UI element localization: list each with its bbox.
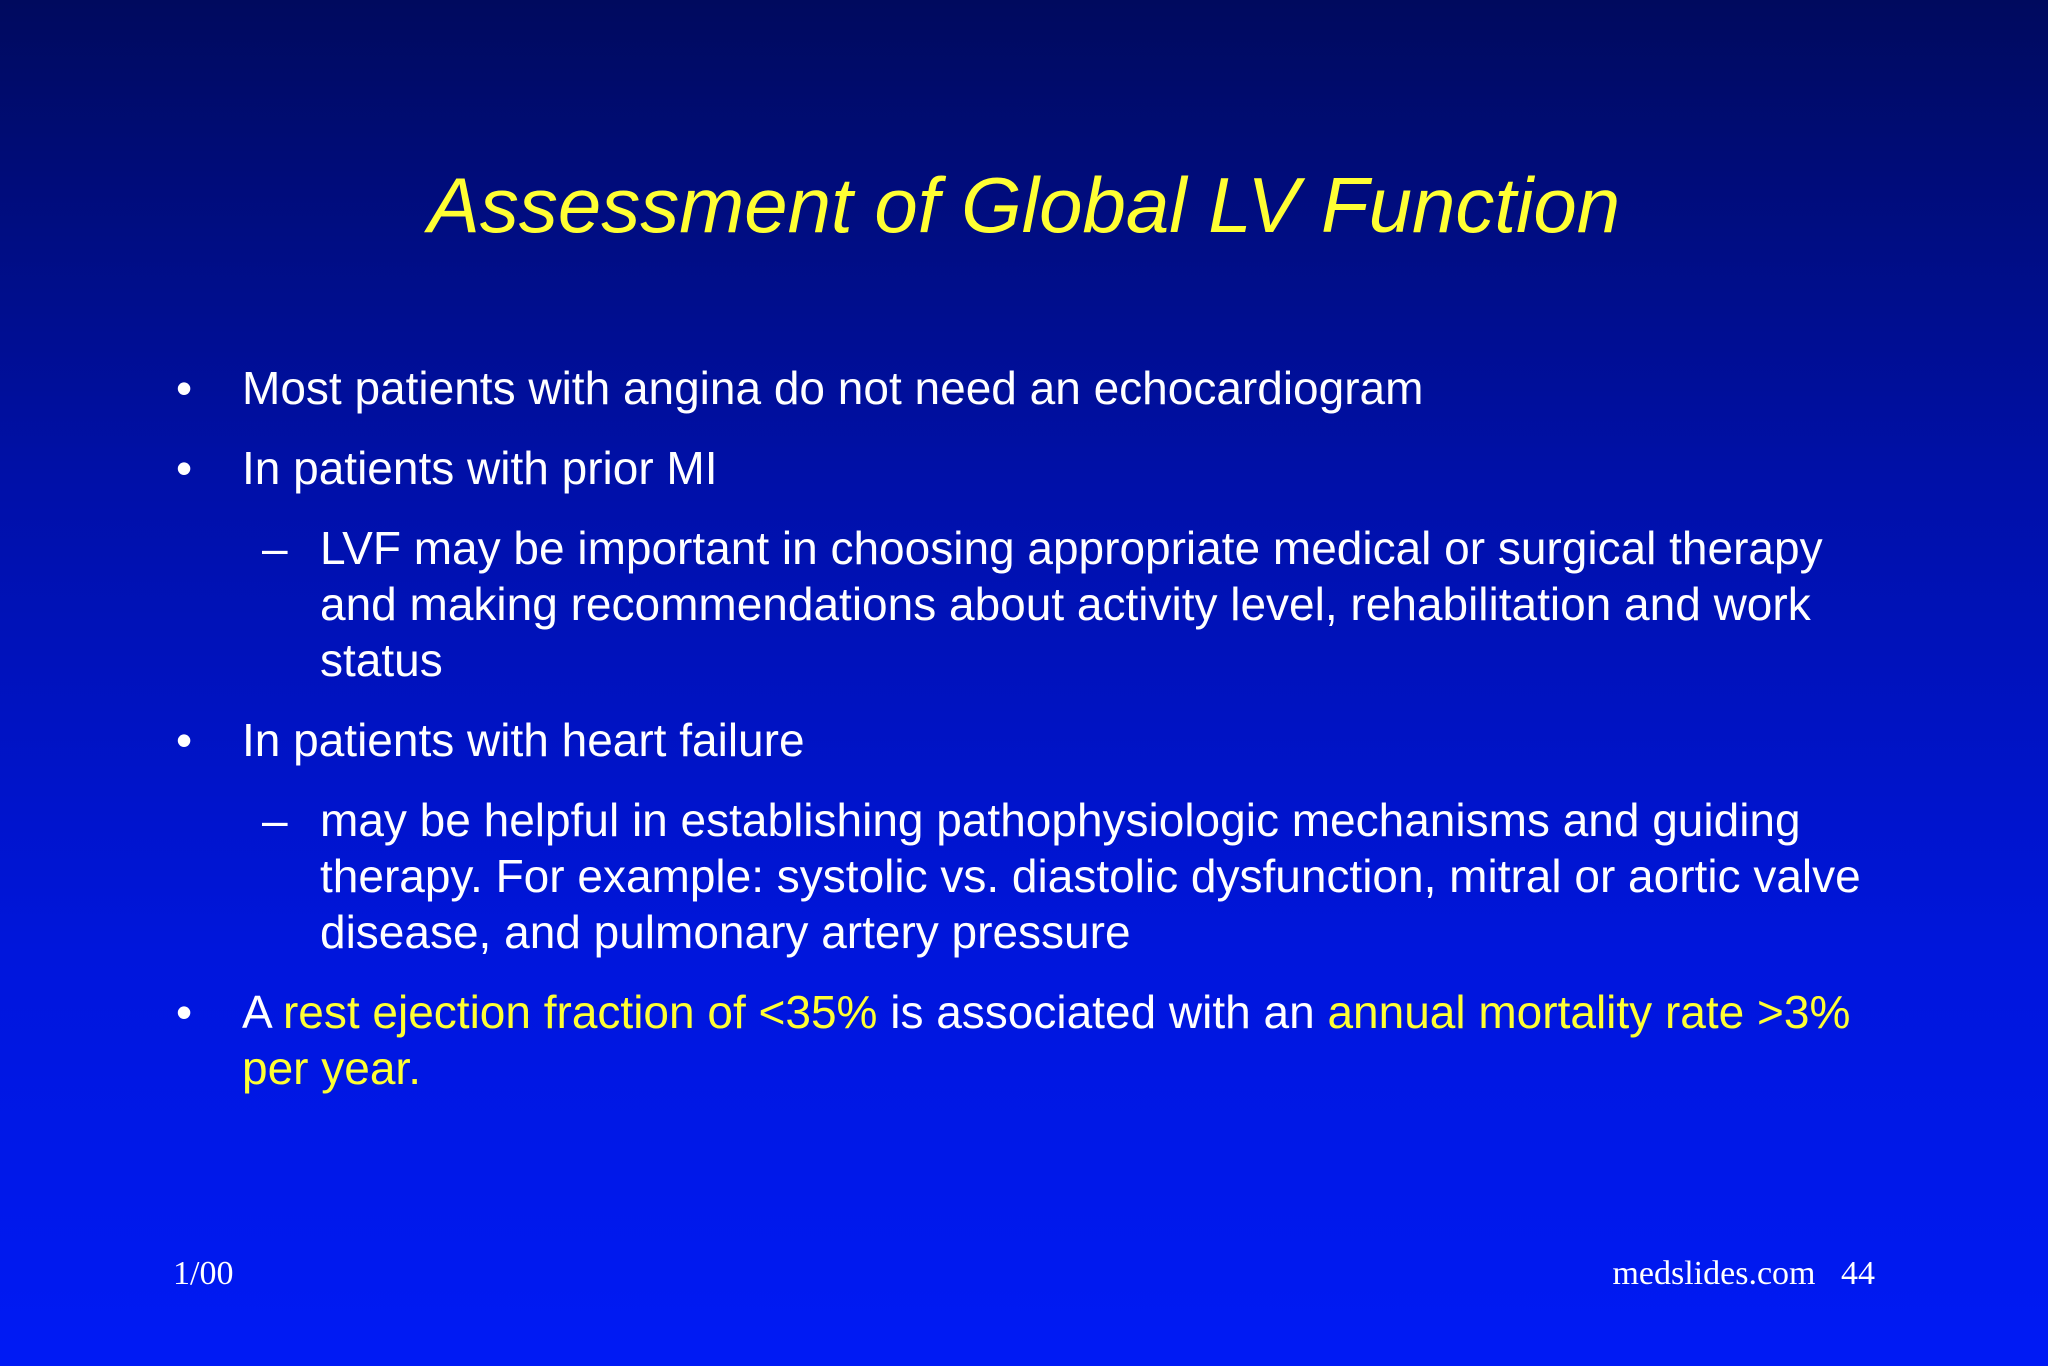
slide-number: 44 [1841, 1255, 1875, 1292]
slide-title: Assessment of Global LV Function [427, 161, 1621, 249]
highlight-ejection-fraction: rest ejection fraction of <35% [282, 986, 878, 1038]
sub-bullet-text: may be helpful in establishing pathophysiologic mechanisms and guiding therapy. For example: systolic vs. diastolic dysfunction, mitral or aortic valve disease, and pulmonary artery pressure [320, 794, 1861, 958]
sub-bullet-marker: – [262, 522, 288, 574]
bullet-item [176, 440, 1896, 496]
highlight-annual-mortality: annual mortality rate >3% per year. [242, 986, 1851, 1094]
bullet-text: In patients with heart failure [242, 714, 805, 766]
bullet-item [176, 360, 1896, 416]
sub-bullet-item [176, 792, 1896, 960]
sub-bullet-marker: – [262, 794, 288, 846]
bullet-list [176, 360, 1896, 1120]
footer-site: medslides.com [1612, 1255, 1816, 1292]
sub-bullet-text: LVF may be important in choosing appropriate medical or surgical therapy and making recommendations about activity level, rehabilitation and work status [320, 522, 1823, 686]
bullet-text: In patients with prior MI [242, 442, 718, 494]
bullet-item [176, 984, 1896, 1096]
bullet-marker: • [176, 714, 193, 766]
bullet-marker: • [176, 442, 193, 494]
bullet-text-part: A [242, 986, 283, 1038]
bullet-marker: • [176, 986, 193, 1038]
sub-bullet-item [176, 520, 1896, 688]
bullet-text-part: is associated with an [877, 986, 1328, 1038]
footer-date: 1/00 [173, 1255, 234, 1292]
bullet-text: Most patients with angina do not need an echocardiogram [242, 362, 1424, 414]
footer-source [1612, 1255, 1875, 1293]
bullet-item [176, 712, 1896, 768]
bullet-marker: • [176, 362, 193, 414]
